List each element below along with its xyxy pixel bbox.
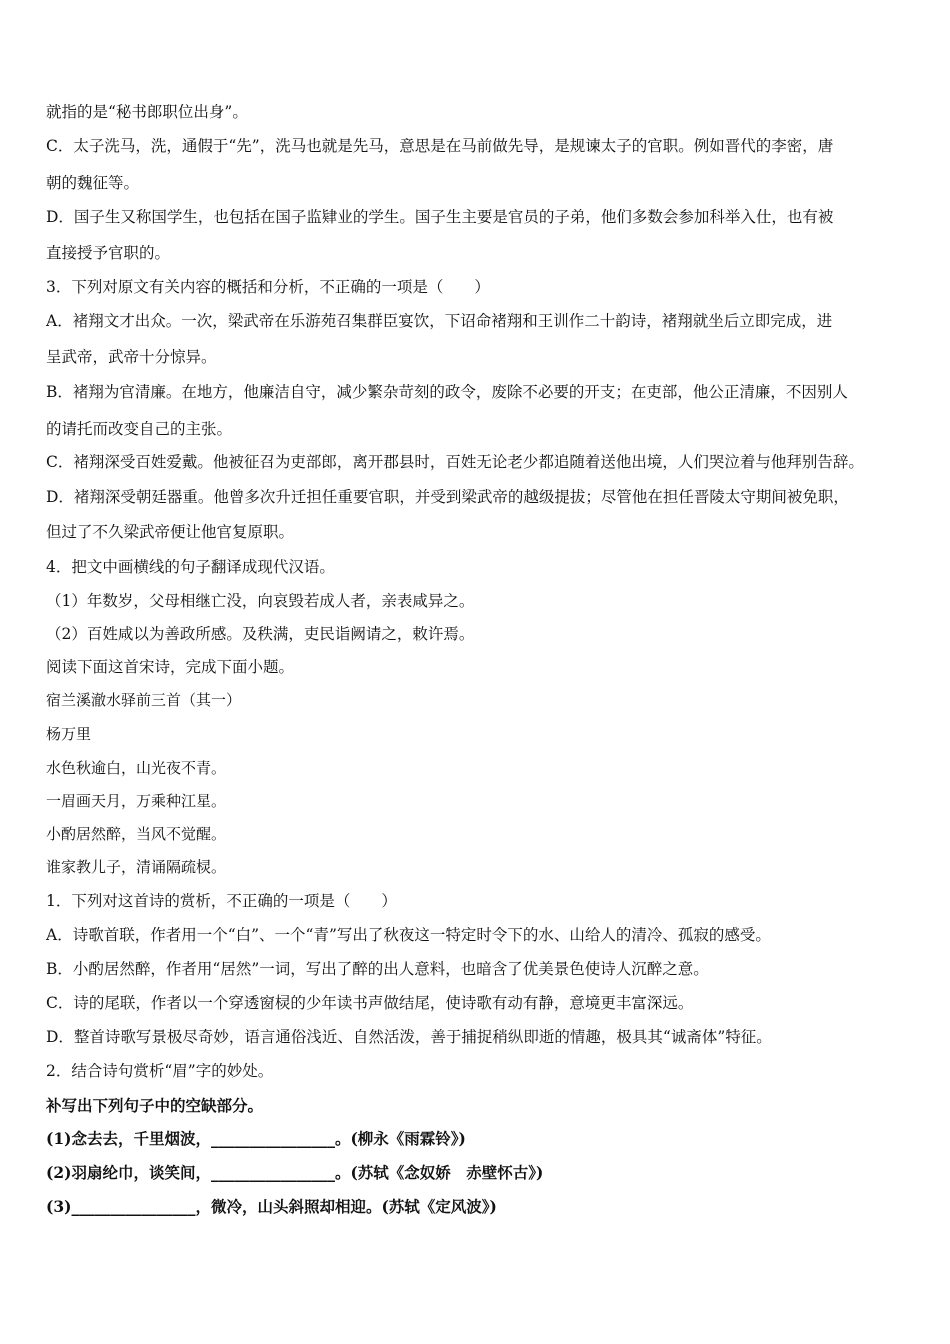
option-c-line2: 朝的魏征等。 — [46, 174, 140, 192]
pq1-option-c: C．诗的尾联，作者以一个穿透窗棂的少年读书声做结尾，使诗歌有动有静，意境更丰富深远。 — [46, 994, 694, 1012]
poem-line-1: 水色秋逾白，山光夜不青。 — [46, 759, 227, 777]
q3-option-a-line2: 呈武帝，武帝十分惊异。 — [46, 348, 217, 366]
q3-option-b-line2: 的请托而改变自己的主张。 — [46, 420, 233, 438]
fill-blank-item-3: (3)________________，微冷，山头斜照却相迎。(苏轼《定风波》) — [46, 1197, 497, 1216]
pq1-option-a: A．诗歌首联，作者用一个“白”、一个“青”写出了秋夜这一特定时令下的水、山给人的清冷、孤寂的感受。 — [46, 926, 771, 944]
q3-option-a-line1: A．褚翔文才出众。一次，梁武帝在乐游苑召集群臣宴饮，下诏命褚翔和王训作二十韵诗，褚翔就坐后立即完成，进 — [46, 312, 833, 330]
poem-line-2: 一眉画天月，万乘种江星。 — [46, 792, 227, 810]
option-d-line1: D．国子生又称国学生，也包括在国子监肄业的学生。国子生主要是官员的子弟，他们多数会参加科举入仕，也有被 — [46, 208, 834, 226]
fill-blank-item-1: (1)念去去，千里烟波，________________。(柳永《雨霖铃》) — [46, 1129, 466, 1148]
q3-option-c: C．褚翔深受百姓爱戴。他被征召为吏部郎，离开郡县时，百姓无论老少都追随着送他出境，人们哭泣着与他拜别告辞。 — [46, 453, 864, 471]
poem-title: 宿兰溪澈水驿前三首（其一） — [46, 691, 242, 709]
pq1-option-d: D．整首诗歌写景极尽奇妙，语言通俗浅近、自然活泼，善于捕捉稍纵即逝的情趣，极具其“诚斋体”特征。 — [46, 1028, 772, 1046]
pq1-option-b: B．小酌居然醉，作者用“居然”一词，写出了醉的出人意料，也暗含了优美景色使诗人沉醉之意。 — [46, 960, 709, 978]
q3-option-b-line1: B．褚翔为官清廉。在地方，他廉洁自守，减少繁杂苛刻的政令，废除不必要的开支；在吏部，他公正清廉，不因别人 — [46, 383, 848, 401]
q4-sentence-2: （2）百姓咸以为善政所感。及秩满，吏民诣阙请之，敕许焉。 — [46, 625, 475, 643]
poem-question-1-stem: 1．下列对这首诗的赏析，不正确的一项是（ ） — [46, 892, 397, 910]
poem-line-3: 小酌居然醉，当风不觉醒。 — [46, 825, 227, 843]
q4-sentence-1: （1）年数岁，父母相继亡没，向哀毁若成人者，亲表咸异之。 — [46, 592, 475, 610]
poem-author: 杨万里 — [46, 725, 92, 743]
q3-option-d-line1: D．褚翔深受朝廷器重。他曾多次升迁担任重要官职，并受到梁武帝的越级提拔；尽管他在担任晋陵太守期间被免职， — [46, 488, 849, 506]
fill-blank-title: 补写出下列句子中的空缺部分。 — [46, 1096, 264, 1115]
poem-intro: 阅读下面这首宋诗，完成下面小题。 — [46, 658, 295, 676]
poem-line-4: 谁家教儿子，清诵隔疏棂。 — [46, 858, 227, 876]
question-3-stem: 3．下列对原文有关内容的概括和分析，不正确的一项是（ ） — [46, 278, 490, 296]
q3-option-d-line2: 但过了不久梁武帝便让他官复原职。 — [46, 523, 295, 541]
passage-line: 就指的是“秘书郎职位出身”。 — [46, 103, 248, 121]
question-4-stem: 4．把文中画横线的句子翻译成现代汉语。 — [46, 558, 335, 576]
poem-question-2-stem: 2．结合诗句赏析“眉”字的妙处。 — [46, 1062, 274, 1080]
option-c-line1: C．太子洗马，洗，通假于“先”，洗马也就是先马，意思是在马前做先导，是规谏太子的官职。例如晋代的李密，唐 — [46, 137, 834, 155]
fill-blank-item-2: (2)羽扇纶巾，谈笑间，________________。(苏轼《念奴娇 赤壁怀古》) — [46, 1163, 544, 1182]
option-d-line2: 直接授予官职的。 — [46, 244, 171, 262]
